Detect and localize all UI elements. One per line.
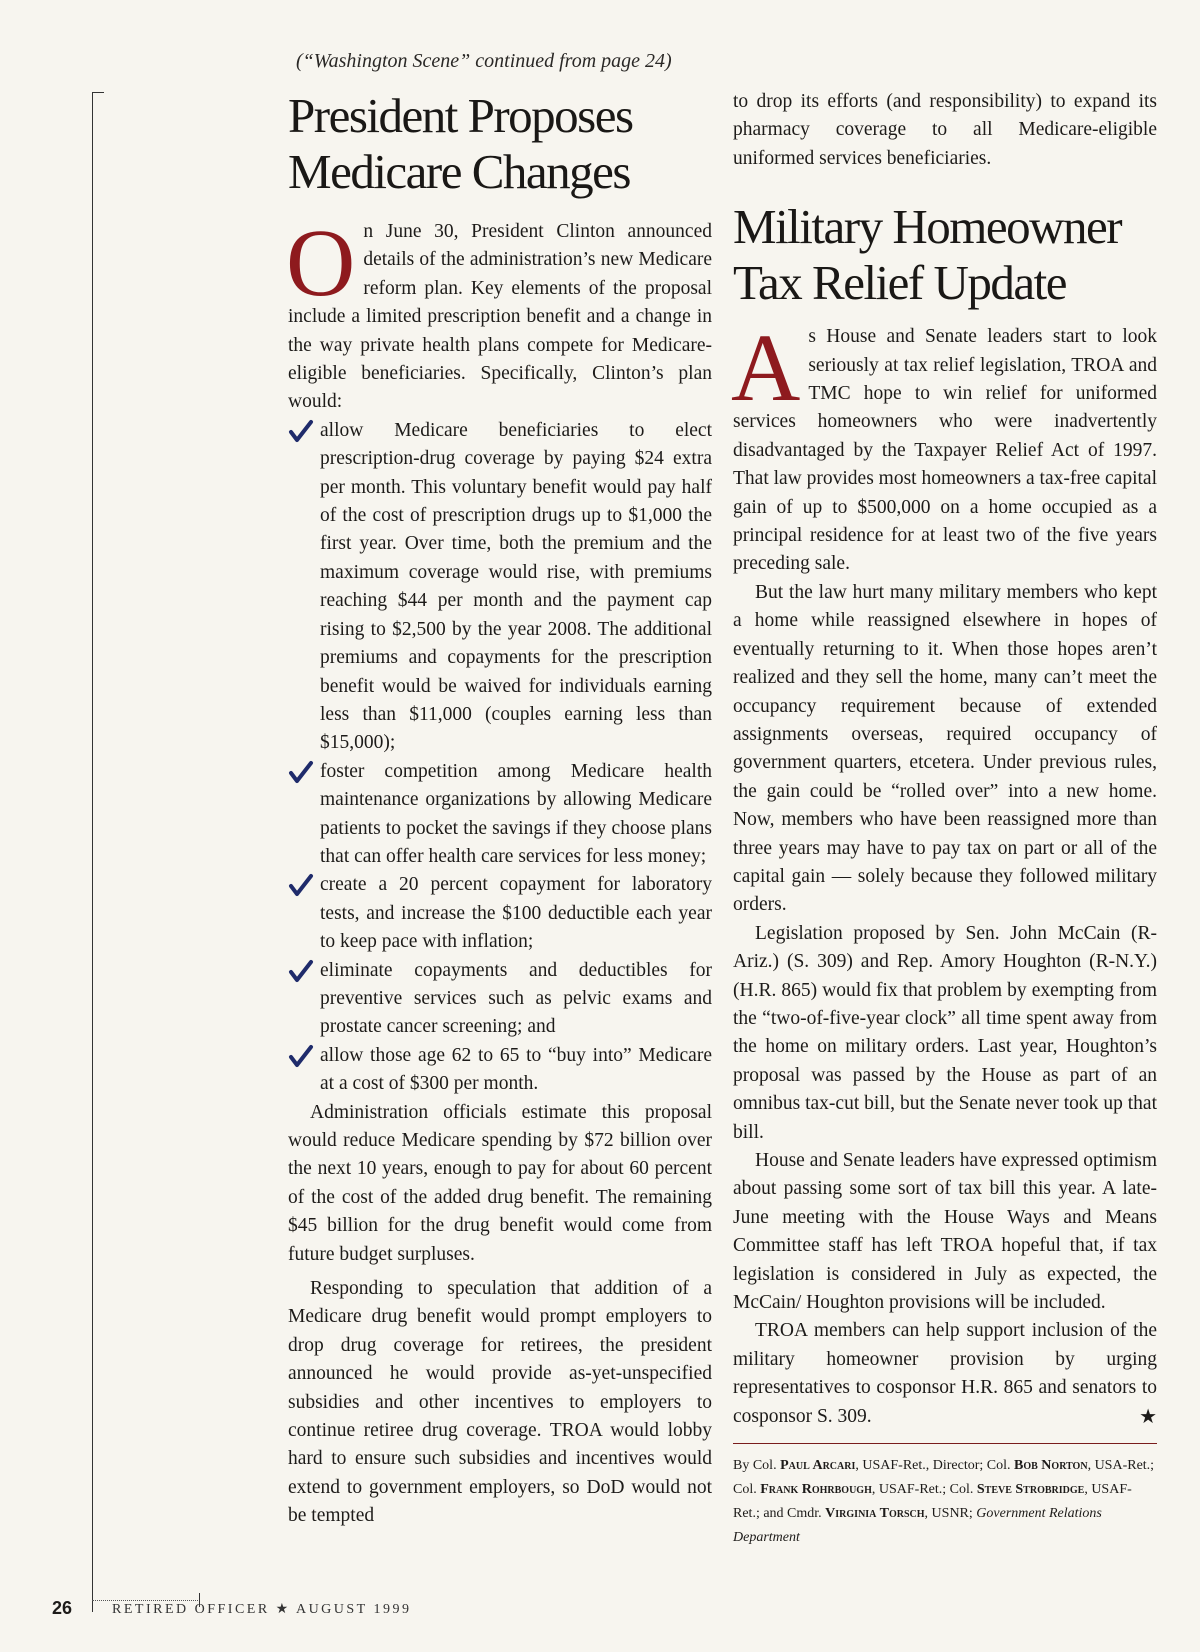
byline-text: , USAF-Ret.; and Cmdr. [733,1482,1132,1522]
byline-department: Government Relations Department [733,1506,1102,1546]
byline-divider [733,1443,1157,1444]
checkmark-icon [288,759,314,785]
article1-intro-block [286,209,712,417]
bullet-text: create a 20 percent copayment for laboratory tests, and increase the $100 deductible each year to keep pace with inflation; [320,874,712,953]
bullet-text: allow Medicare beneficiaries to elect prescription-drug coverage by paying $24 extra per month. This voluntary benefit would pay half of the cost of prescription drugs up to $1,000 the first year. Over time, both the premium and the maximum coverage would rise, with premiums reaching $44 per month and the payment cap rising to $2,500 by the year 2008. The additional premiums and copayments for the prescription benefit would be waived for individuals earning less than $11,000 (couples earning less than $15,000); [320,419,712,754]
checkmark-icon [288,418,314,444]
article2-paragraph: Legislation proposed by Sen. John McCain (R-Ariz.) (S. 309) and Rep. Amory Houghton (R-N.Y.) (H.R. 865) would fix that problem by exempting from the “two-of-five-year clock” all time spent away from the home on military orders. Last year, Houghton’s proposal was passed by the House as part of an omnibus tax-cut bill, but the Senate never took up that bill. [733,922,1157,1143]
article2-intro: s House and Senate leaders start to look seriously at tax relief legislation, TROA and TMC hope to win relief for uniformed services homeowners who were inadvertently disadvantaged by the Taxpayer Relief Act of 1997. That law provides most homeowners a tax-free capital gain of up to $500,000 on a home occupied as a principal residence for at least two of the five years preceding sale. [733,326,1157,575]
article2-final-paragraph [733,1317,1157,1431]
margin-rule [92,92,93,1612]
byline-author: Frank Rohrbough [760,1482,872,1498]
byline [733,1454,1157,1550]
star-icon: ★ [1139,1405,1157,1428]
bullet-text: allow those age 62 to 65 to “buy into” Medicare at a cost of $300 per month. [320,1044,712,1095]
checkmark-icon [288,1043,314,1069]
article1-paragraph: Responding to speculation that addition of a Medicare drug benefit would prompt employers to drop drug coverage for retirees, the president announced he would provide as-yet-unspecified subsidies and other incentives to employers to continue retiree drug coverage. TROA would lobby hard to ensure such subsidies and incentives would extend to government employers, so DoD would not be tempted [288,1278,712,1527]
margin-rule-top [92,92,104,93]
article2-headline: Military Homeowner Tax Relief Update [733,199,1122,311]
byline-text: , USAF-Ret., Director; Col. [855,1458,1011,1474]
article2-dropcap: A [731,314,801,422]
article2-intro-block [731,314,1157,579]
byline-text: , USNR; [924,1506,973,1522]
checkmark-icon [288,958,314,984]
article1-continuation: to drop its efforts (and responsibility) to expand its pharmacy coverage to all Medicare-eligible uniformed services beneficiaries. [733,91,1157,169]
article2-paragraph: House and Senate leaders have expressed optimism about passing some sort of tax bill this year. A late-June meeting with the House Ways and Means Committee staff has left TROA hopeful that, if tax legislation is considered in July as expected, the McCain/ Houghton provisions will be included. [733,1150,1157,1314]
page-number: 26 [52,1598,73,1618]
list-item [288,417,712,758]
byline-text: , USAF-Ret.; Col. [871,1482,974,1498]
byline-author: Paul Arcari [780,1458,856,1474]
list-item [288,871,712,956]
byline-by: By Col. [733,1458,777,1474]
article2-paragraph: But the law hurt many military members who kept a home while reassigned elsewhere in hopes of eventually returning to it. When those hopes aren’t realized and they sell the home, many can’t meet the occupancy requirement because of extended assignments overseas, required occupancy of government quarters, etcetera. Under previous rules, the gain could be “rolled over” into a new home. Now, members who have been reassigned more than three years may have to pay tax on part or all of the capital gain — solely because they followed military orders. [733,581,1157,916]
publication-line: RETIRED OFFICER ★ AUGUST 1999 [112,1602,412,1617]
byline-text: , USA-Ret.; Col. [733,1458,1155,1498]
right-column [733,88,1157,1550]
byline-author: Bob Norton [1014,1458,1088,1474]
article1-paragraph: Administration officials estimate this proposal would reduce Medicare spending by $72 billion over the next 10 years, enough to pay for about 60 percent of the cost of the added drug benefit. The remaining $45 billion for the drug benefit would come from future budget surpluses. [288,1101,712,1265]
byline-author: Virginia Torsch [825,1506,925,1522]
article2-final-text: TROA members can help support inclusion of the military homeowner provision by urging representatives to cosponsor H.R. 865 and senators to cosponsor S. 309. [733,1320,1157,1427]
list-item [288,758,712,872]
article1-headline: President Proposes Medicare Changes [288,88,633,199]
list-item [288,957,712,1042]
continued-note: (“Washington Scene” continued from page 24) [296,50,672,72]
article1-dropcap: O [286,209,356,316]
page-footer [52,1598,552,1622]
list-item [288,1042,712,1099]
article1-bullet-list [288,417,712,1099]
left-column [288,88,712,1531]
bullet-text: eliminate copayments and deductibles for preventive services such as pelvic exams and prostate cancer screening; and [320,959,712,1038]
byline-author: Steve Strobridge [976,1482,1085,1498]
bullet-text: foster competition among Medicare health maintenance organizations by allowing Medicare patients to pocket the savings if they choose plans that can offer health care services for less money; [320,760,712,867]
checkmark-icon [288,872,314,898]
article1-intro: n June 30, President Clinton announced details of the administration’s new Medicare reform plan. Key elements of the proposal include a limited prescription benefit and a change in the way private health plans compete for Medicare-eligible beneficiaries. Specifically, Clinton’s plan would: [288,221,712,413]
